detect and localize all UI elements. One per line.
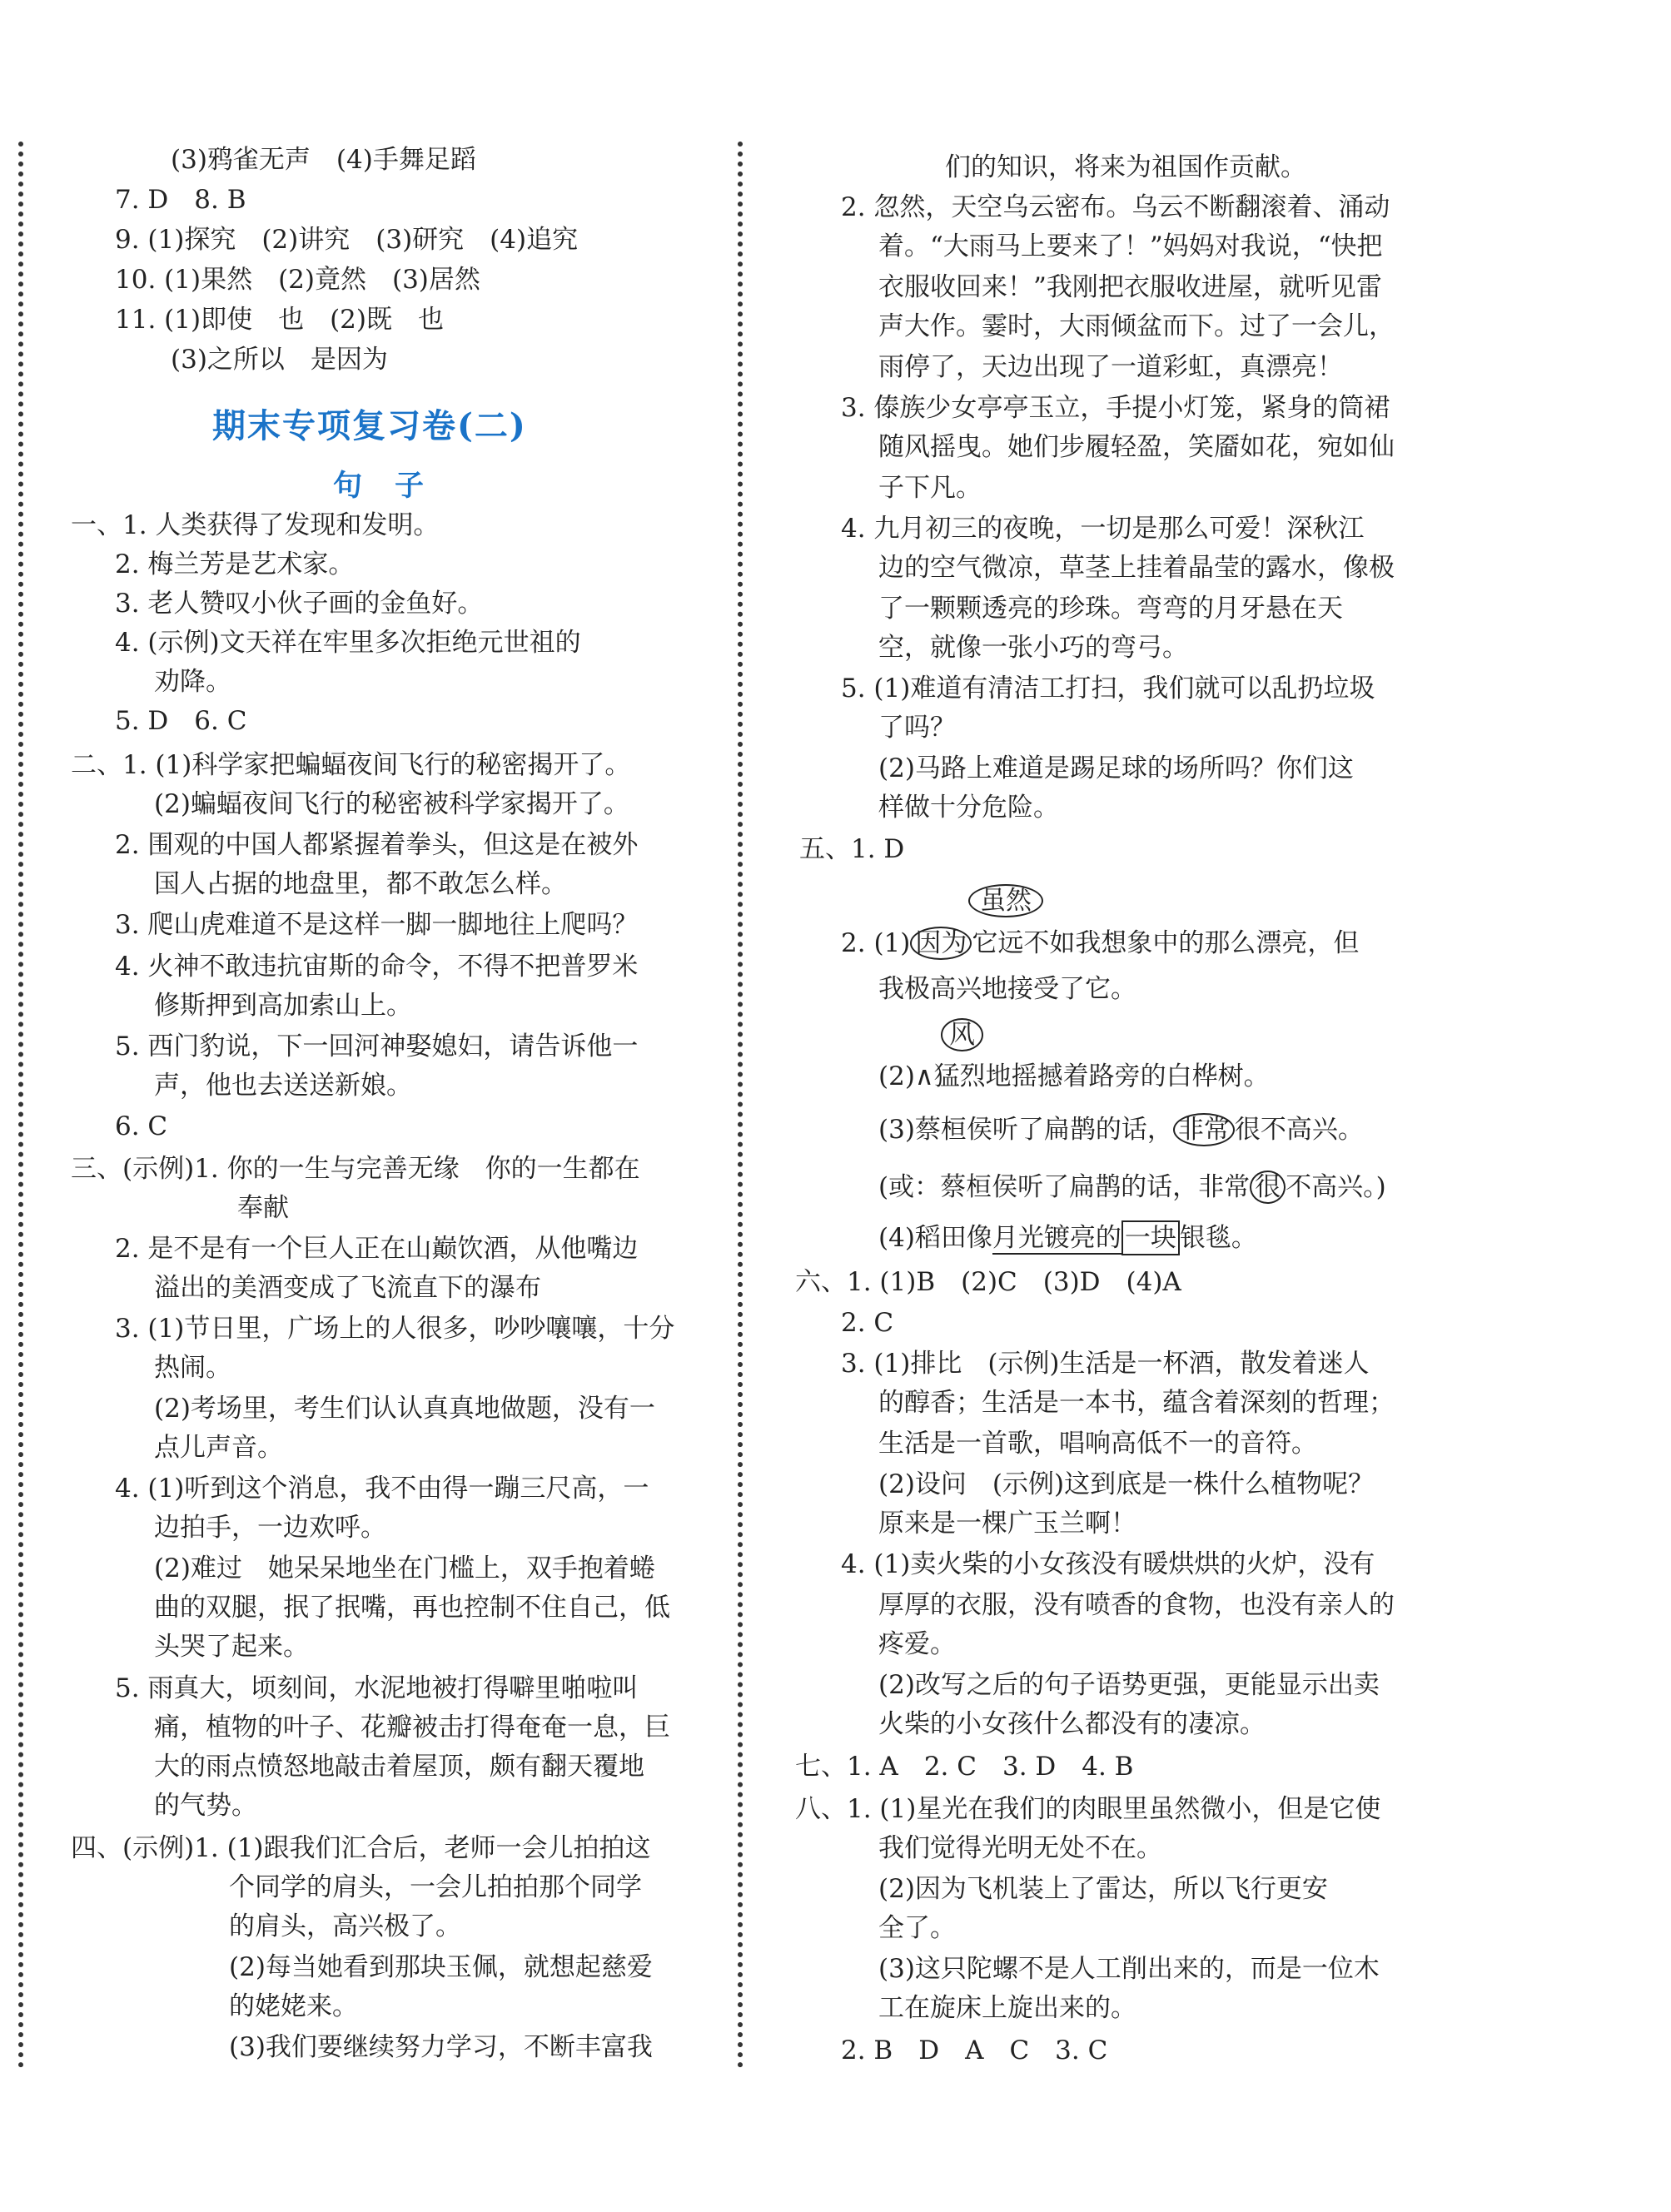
answer-line: (2)蝙蝠夜间飞行的秘密被科学家揭开了。 xyxy=(154,789,629,819)
answer-line: (2)考场里，考生们认认真真地做题，没有一 xyxy=(154,1394,655,1424)
answer-line: (2)每当她看到那块玉佩，就想起慈爱 xyxy=(229,1952,653,1982)
answer-line: 原来是一棵广玉兰啊！ xyxy=(878,1509,1136,1538)
answer-line: (3)我们要继续努力学习，不断丰富我 xyxy=(229,2032,653,2062)
answer-line: 疼爱。 xyxy=(878,1629,956,1659)
answer-line: 7. D 8. B xyxy=(115,185,246,215)
answer-text: (3)蔡桓侯听了扁鹊的话， xyxy=(878,1115,1173,1145)
answer-line: 4. 九月初三的夜晚，一切是那么可爱！深秋江 xyxy=(841,514,1365,544)
answer-text: 不高兴。) xyxy=(1286,1172,1386,1202)
answer-line: 5. (1)难道有清洁工打扫，我们就可以乱扔垃圾 xyxy=(841,674,1375,703)
answer-line: 9. (1)探究 (2)讲究 (3)研究 (4)追究 xyxy=(115,225,579,255)
answer-line: 我们觉得光明无处不在。 xyxy=(878,1833,1162,1863)
answer-line: (2)设问 (示例)这到底是一株什么植物呢？ xyxy=(878,1469,1375,1499)
answer-line-with-mark xyxy=(841,924,1359,962)
insert-caret-icon: ∧ xyxy=(914,1061,934,1091)
answer-line: 空，就像一张小巧的弯弓。 xyxy=(878,633,1188,663)
answer-line: 国人占据的地盘里，都不敢怎么样。 xyxy=(154,869,567,899)
answer-text: (或：蔡桓侯听了扁鹊的话，非常 xyxy=(878,1172,1251,1202)
answer-line: 3. (1)排比 (示例)生活是一杯酒，散发着迷人 xyxy=(841,1349,1370,1379)
answer-text: 猛烈地摇撼着路旁的白桦树。 xyxy=(933,1061,1270,1091)
answer-line: (3)之所以 是因为 xyxy=(171,345,388,375)
answer-line: 4. 火神不敢违抗宙斯的命令，不得不把普罗米 xyxy=(115,952,639,982)
answer-line: 子下凡。 xyxy=(878,473,982,503)
answer-line: 5. D 6. C xyxy=(115,706,247,736)
answer-line: 一、1. 人类获得了发现和发明。 xyxy=(71,510,440,540)
answer-line: 全了。 xyxy=(878,1913,956,1943)
answer-line: (2)难过 她呆呆地坐在门槛上，双手抱着蜷 xyxy=(154,1553,655,1583)
part-label: (2) xyxy=(878,1061,915,1091)
answer-line: 了一颗颗透亮的珍珠。弯弯的月牙悬在天 xyxy=(878,594,1343,624)
answer-line: 11. (1)即使 也 (2)既 也 xyxy=(115,305,444,335)
answer-line: 生活是一首歌，唱响高低不一的音符。 xyxy=(878,1429,1317,1459)
answer-line: 奉献 xyxy=(237,1193,289,1223)
answer-line: 头哭了起来。 xyxy=(154,1632,309,1662)
answer-line: 边的空气微凉，草茎上挂着晶莹的露水，像极 xyxy=(878,553,1395,583)
answer-line: 八、1. (1)星光在我们的肉眼里虽然微小，但是它使 xyxy=(795,1794,1381,1824)
answer-line: (2)改写之后的句子语势更强，更能显示出卖 xyxy=(878,1670,1380,1700)
circled-word: 因为 xyxy=(910,927,972,960)
answer-line: (3)这只陀螺不是人工削出来的，而是一位木 xyxy=(878,1954,1380,1984)
answer-text: 很不高兴。 xyxy=(1234,1115,1364,1145)
answer-line: 溢出的美酒变成了飞流直下的瀑布 xyxy=(154,1273,541,1303)
boxed-word: 一块 xyxy=(1121,1220,1180,1255)
answer-line-with-mark xyxy=(878,1057,1270,1096)
answer-line: 随风摇曳。她们步履轻盈，笑靥如花，宛如仙 xyxy=(878,432,1395,462)
answer-line: 的醇香；生活是一本书，蕴含着深刻的哲理； xyxy=(878,1388,1395,1418)
answer-line: 四、(示例)1. (1)跟我们汇合后，老师一会儿拍拍这 xyxy=(71,1833,651,1863)
answer-line: 2. 围观的中国人都紧握着拳头，但这是在被外 xyxy=(115,830,639,860)
answer-line: (2)因为飞机装上了雷达，所以飞行更安 xyxy=(878,1874,1328,1904)
answer-line: 三、(示例)1. 你的一生与完善无缘 你的一生都在 xyxy=(71,1154,640,1184)
answer-line: (2)马路上难道是踢足球的场所吗？你们这 xyxy=(878,753,1354,783)
answer-line: 们的知识，将来为祖国作贡献。 xyxy=(945,152,1306,182)
answer-line: 大的雨点愤怒地敲击着屋顶，颇有翻天覆地 xyxy=(154,1752,644,1782)
answer-line: 的姥姥来。 xyxy=(229,1991,358,2021)
correction-note-above: 虽然 xyxy=(968,884,1043,917)
answer-line: 个同学的肩头，一会儿拍拍那个同学 xyxy=(229,1872,642,1902)
answer-line: 声大作。霎时，大雨倾盆而下。过了一会儿， xyxy=(878,311,1395,341)
answer-line: 热闹。 xyxy=(154,1353,231,1383)
answer-line-with-mark xyxy=(878,1111,1364,1149)
answer-line: 样做十分危险。 xyxy=(878,793,1059,823)
answer-line: 七、1. A 2. C 3. D 4. B xyxy=(795,1752,1134,1782)
answer-line: 声，他也去送送新娘。 xyxy=(154,1071,412,1101)
answer-line-with-mark xyxy=(878,1168,1386,1206)
answer-line: 3. 老人赞叹小伙子画的金鱼好。 xyxy=(115,589,484,619)
answer-line: 雨停了，天边出现了一道彩虹，真漂亮！ xyxy=(878,352,1343,382)
answer-line: 五、1. D xyxy=(799,834,905,864)
label-2: 2. xyxy=(841,928,874,958)
answer-line: 曲的双腿，抿了抿嘴，再也控制不住自己，低 xyxy=(154,1593,670,1623)
answer-line: 点儿声音。 xyxy=(154,1433,283,1463)
answer-line: 火柴的小女孩什么都没有的凄凉。 xyxy=(878,1709,1266,1739)
answer-line: 边拍手，一边欢呼。 xyxy=(154,1513,386,1543)
answer-line: 2. 梅兰芳是艺术家。 xyxy=(115,549,355,579)
answer-text: 它远不如我想象中的那么漂亮，但 xyxy=(972,928,1360,958)
center-dotted-margin xyxy=(738,142,743,2069)
answer-line: 的气势。 xyxy=(154,1791,257,1821)
circled-word: 非常 xyxy=(1173,1113,1235,1146)
answer-line: 10. (1)果然 (2)竟然 (3)居然 xyxy=(115,265,480,295)
part-label: (1) xyxy=(873,928,911,958)
answer-text: 银毯。 xyxy=(1179,1223,1257,1253)
answer-line: 3. 傣族少女亭亭玉立，手提小灯笼，紧身的筒裙 xyxy=(841,393,1390,423)
answer-line: 5. 雨真大，顷刻间，水泥地被打得噼里啪啦叫 xyxy=(115,1673,639,1703)
section-title: 期末专项复习卷(二) xyxy=(212,406,527,445)
circled-word: 很 xyxy=(1250,1171,1286,1204)
answer-line: 厚厚的衣服，没有喷香的食物，也没有亲人的 xyxy=(878,1590,1395,1620)
answer-line: 4. (1)听到这个消息，我不由得一蹦三尺高，一 xyxy=(115,1474,649,1504)
answer-line: 工在旋床上旋出来的。 xyxy=(878,1993,1136,2023)
answer-line: 我极高兴地接受了它。 xyxy=(878,974,1136,1004)
answer-text: (4)稻田像 xyxy=(878,1223,992,1253)
answer-line: (3)鸦雀无声 (4)手舞足蹈 xyxy=(171,145,476,175)
answer-line: 六、1. (1)B (2)C (3)D (4)A xyxy=(795,1267,1181,1297)
left-dotted-margin xyxy=(18,142,23,2069)
answer-line: 衣服收回来！”我刚把衣服收进屋，就听见雷 xyxy=(878,272,1382,302)
answer-line: 6. C xyxy=(115,1111,168,1141)
underlined-phrase: 月光镀亮的 xyxy=(992,1223,1121,1253)
answer-line: 着。“大雨马上要来了！”妈妈对我说，“快把 xyxy=(878,231,1383,261)
answer-line: 4. (1)卖火柴的小女孩没有暖烘烘的火炉，没有 xyxy=(841,1549,1375,1579)
answer-line: 二、1. (1)科学家把蝙蝠夜间飞行的秘密揭开了。 xyxy=(71,750,631,780)
answer-line: 3. (1)节日里，广场上的人很多，吵吵嚷嚷，十分 xyxy=(115,1314,675,1344)
answer-line: 3. 爬山虎难道不是这样一脚一脚地往上爬吗？ xyxy=(115,910,639,940)
answer-line: 2. 是不是有一个巨人正在山巅饮酒，从他嘴边 xyxy=(115,1234,639,1264)
answer-line: 2. B D A C 3. C xyxy=(841,2036,1108,2065)
answer-line: 的肩头，高兴极了。 xyxy=(229,1911,461,1941)
answer-line: 痛，植物的叶子、花瓣被击打得奄奄一息，巨 xyxy=(154,1712,670,1742)
answer-line-with-mark xyxy=(878,1219,1257,1257)
sub-title: 句 子 xyxy=(333,469,426,503)
answer-line: 修斯押到高加索山上。 xyxy=(154,991,412,1021)
answer-line: 5. 西门豹说，下一回河神娶媳妇，请告诉他一 xyxy=(115,1031,639,1061)
answer-line: 2. 忽然，天空乌云密布。乌云不断翻滚着、涌动 xyxy=(841,192,1390,222)
answer-line: 了吗？ xyxy=(878,713,956,743)
insert-note: 风 xyxy=(941,1018,983,1051)
answer-line: 劝降。 xyxy=(154,667,231,697)
answer-line: 2. C xyxy=(841,1308,894,1338)
answer-line: 4. (示例)文天祥在牢里多次拒绝元世祖的 xyxy=(115,628,581,658)
